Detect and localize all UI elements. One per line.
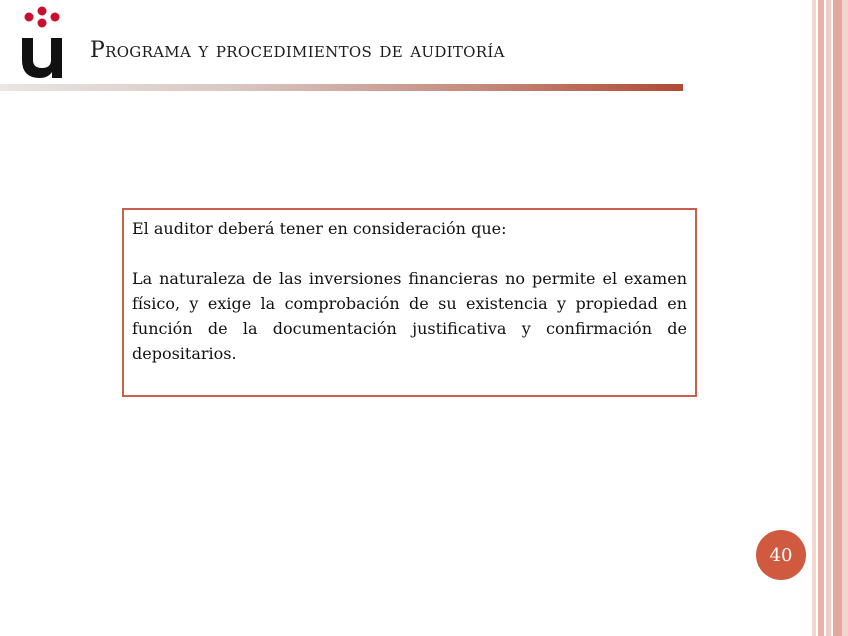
lead-text: El auditor deberá tener en consideración que:	[132, 219, 507, 238]
body-text: La naturaleza de las inversiones financieras no permite el examen físico, y exige la comprobación de su existencia y propiedad en función de la documentación justificativa y confirmación de depositarios.	[132, 269, 687, 363]
border-stripe	[818, 0, 824, 636]
border-stripe	[812, 0, 816, 636]
slide-title: Programa y procedimientos de auditoría	[90, 38, 505, 63]
university-logo-icon	[18, 4, 66, 80]
border-stripe	[833, 0, 842, 636]
border-stripe	[842, 0, 848, 636]
border-stripe	[826, 0, 831, 636]
content-box	[122, 208, 697, 397]
page-number-badge: 40	[756, 530, 806, 580]
title-underline	[0, 84, 683, 91]
